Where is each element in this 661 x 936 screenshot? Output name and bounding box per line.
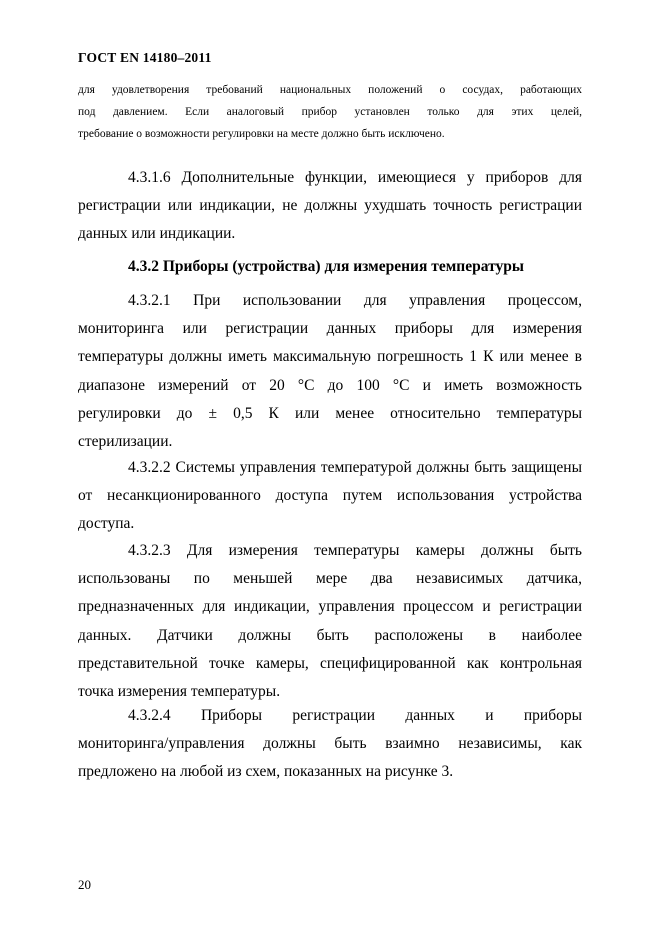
paragraph-line: 4.3.2.1 При использовании для управления процессом, xyxy=(128,292,582,309)
note-line: требование о возможности регулировки на месте должно быть исключено. xyxy=(78,128,445,140)
paragraph-line: представительной точке камеры, специфицированной как контрольная xyxy=(78,654,582,672)
paragraph-line: 4.3.2.4 Приборы регистрации данных и приборы xyxy=(128,707,582,724)
paragraph-4-3-2-2 xyxy=(78,454,582,539)
page-number: 20 xyxy=(78,877,91,892)
paragraph-line: мониторинга/управления должны быть взаимно независимы, как xyxy=(78,735,582,753)
paragraph-4-3-2-4 xyxy=(78,702,582,787)
paragraph-line: 4.3.2.3 Для измерения температуры камеры должны быть xyxy=(128,542,582,559)
paragraph-line: доступа. xyxy=(78,515,135,533)
paragraph-line: температуры должны иметь максимальную погрешность 1 К или менее в xyxy=(78,348,582,366)
note-line: под давлением. Если аналоговый прибор установлен только для этих целей, xyxy=(78,106,582,118)
note-line: для удовлетворения требований национальных положений о сосудах, работающих xyxy=(78,84,582,96)
paragraph-line: предназначенных для индикации, управления процессом и регистрации xyxy=(78,598,582,616)
paragraph-line: 4.3.1.6 Дополнительные функции, имеющиеся у приборов для xyxy=(128,169,582,186)
paragraph-line: стерилизации. xyxy=(78,432,173,450)
paragraph-line: от несанкционированного доступа путем использования устройства xyxy=(78,487,582,505)
paragraph-line: регулировки до ± 0,5 К или менее относительно температуры xyxy=(78,404,582,422)
paragraph-line: использованы по меньшей мере два независимых датчика, xyxy=(78,570,582,588)
paragraph-line: диапазоне измерений от 20 °С до 100 °С и иметь возможность xyxy=(78,376,582,394)
paragraph-line: данных. Датчики должны быть расположены в наиболее xyxy=(78,626,582,644)
paragraph-4-3-2-1 xyxy=(78,287,582,456)
section-heading-4-3-2: 4.3.2 Приборы (устройства) для измерения температуры xyxy=(128,258,524,275)
document-header: ГОСТ EN 14180–2011 xyxy=(78,50,212,65)
paragraph-line: 4.3.2.2 Системы управления температурой должны быть защищены xyxy=(128,459,582,476)
paragraph-line: мониторинга или регистрации данных приборы для измерения xyxy=(78,320,582,338)
paragraph-4-3-2-3 xyxy=(78,537,582,706)
paragraph-line: предложено на любой из схем, показанных на рисунке 3. xyxy=(78,763,454,781)
paragraph-line: точка измерения температуры. xyxy=(78,682,281,700)
paragraph-line: регистрации или индикации, не должны ухудшать точность регистрации xyxy=(78,197,582,215)
note-paragraph xyxy=(78,79,582,145)
paragraph-4-3-1-6 xyxy=(78,164,582,249)
paragraph-line: данных или индикации. xyxy=(78,225,236,243)
